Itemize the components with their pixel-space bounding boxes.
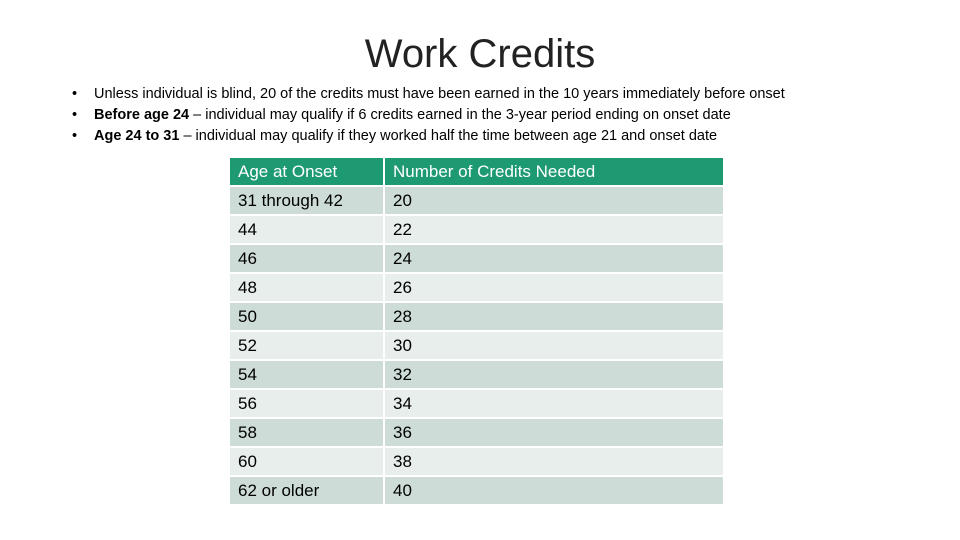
cell-age-at-onset: 56 bbox=[230, 390, 383, 417]
cell-age-at-onset: 54 bbox=[230, 361, 383, 388]
cell-credits-needed: 24 bbox=[385, 245, 723, 272]
cell-age-at-onset: 50 bbox=[230, 303, 383, 330]
bullet-item bbox=[70, 84, 950, 105]
table-body bbox=[230, 187, 723, 504]
bullet-dot-icon: • bbox=[72, 86, 78, 102]
bullet-dot-icon: • bbox=[72, 107, 78, 123]
table-row bbox=[230, 419, 723, 446]
cell-credits-needed: 34 bbox=[385, 390, 723, 417]
table-header-row bbox=[230, 158, 723, 185]
bullet-item bbox=[70, 105, 950, 126]
cell-age-at-onset: 44 bbox=[230, 216, 383, 243]
cell-credits-needed: 36 bbox=[385, 419, 723, 446]
table-row bbox=[230, 448, 723, 475]
cell-credits-needed: 32 bbox=[385, 361, 723, 388]
table-row bbox=[230, 187, 723, 214]
cell-age-at-onset: 60 bbox=[230, 448, 383, 475]
bullet-list bbox=[70, 84, 950, 147]
table-row bbox=[230, 332, 723, 359]
bullet-bold-text: Age 24 to 31 bbox=[94, 128, 180, 144]
cell-credits-needed: 40 bbox=[385, 477, 723, 504]
cell-credits-needed: 38 bbox=[385, 448, 723, 475]
table-row bbox=[230, 303, 723, 330]
table-row bbox=[230, 477, 723, 504]
cell-credits-needed: 20 bbox=[385, 187, 723, 214]
bullet-text: – individual may qualify if 6 credits earned in the 3-year period ending on onset date bbox=[189, 107, 731, 123]
bullet-item bbox=[70, 126, 950, 147]
cell-age-at-onset: 58 bbox=[230, 419, 383, 446]
slide-title: Work Credits bbox=[364, 32, 596, 76]
credits-table bbox=[228, 156, 725, 506]
cell-age-at-onset: 31 through 42 bbox=[230, 187, 383, 214]
cell-credits-needed: 22 bbox=[385, 216, 723, 243]
bullet-text: – individual may qualify if they worked half the time between age 21 and onset date bbox=[179, 128, 718, 144]
cell-age-at-onset: 62 or older bbox=[230, 477, 383, 504]
table-row bbox=[230, 245, 723, 272]
bullet-dot-icon: • bbox=[72, 128, 78, 144]
cell-credits-needed: 28 bbox=[385, 303, 723, 330]
cell-age-at-onset: 52 bbox=[230, 332, 383, 359]
header-credits-needed: Number of Credits Needed bbox=[385, 158, 723, 185]
cell-age-at-onset: 48 bbox=[230, 274, 383, 301]
header-age-at-onset: Age at Onset bbox=[230, 158, 383, 185]
cell-credits-needed: 30 bbox=[385, 332, 723, 359]
bullet-text: Unless individual is blind, 20 of the credits must have been earned in the 10 years immediately before onset bbox=[94, 86, 785, 102]
table-row bbox=[230, 274, 723, 301]
cell-age-at-onset: 46 bbox=[230, 245, 383, 272]
table-row bbox=[230, 216, 723, 243]
cell-credits-needed: 26 bbox=[385, 274, 723, 301]
bullet-bold-text: Before age 24 bbox=[94, 107, 190, 123]
table-row bbox=[230, 390, 723, 417]
table-row bbox=[230, 361, 723, 388]
